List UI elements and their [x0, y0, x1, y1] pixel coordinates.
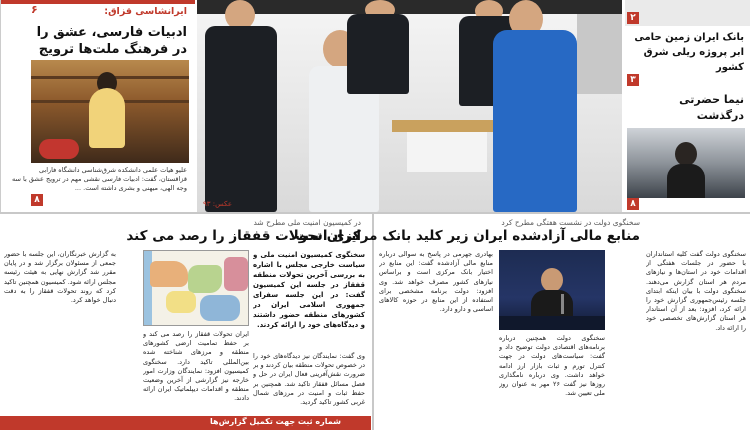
article-body-col: سخنگوی دولت همچنین درباره برنامه‌های اقتصادی دولت توضیح داد و گفت: سیاست‌های دولت در جهت کنترل تورم و ثبات بازار ارز ادامه خواهد داشت. وی درباره نامگذاری روزها نیز گفت ۲۶ مهر به عنوان روز ملی تعیین شد. — [499, 334, 605, 398]
article-headline[interactable]: منابع مالی آزادشده ایران زیر کلید بانک مرکزی است — [295, 228, 640, 244]
article-body-col: ایران تحولات قفقاز را رصد می کند و بر حفظ تمامیت ارضی کشورهای منطقه و مرزهای شناخته شده بین‌المللی تاکید دارد. سخنگوی کمیسیون افزود: نمایندگان وزارت امور خارجه نیز گزارشی از آخرین وضعیت منطقه و اقدامات دیپلماتیک ایران ارائه دادند. — [143, 330, 249, 403]
article-kicker: ایرانشاسی قزاق: — [104, 6, 187, 17]
page-ref-badge: ۸ — [31, 194, 43, 206]
article-kicker: در کمیسیون امنیت ملی مطرح شد — [253, 218, 361, 227]
index-item-bank[interactable]: بانک ایران زمین حامی ابر پروژه ریلی شرق کشور — [634, 32, 744, 73]
article-lead: سخنگوی کمیسیون امنیت ملی و سیاست خارجی مجلس با اشاره به بررسی آخرین تحولات منطقه قفقاز در جلسه این کمیسیون گفت: در این جلسه سفرای جمهوری اسلامی ایران در کشورهای منطقه حضور داشتند و دیدگاه‌های خود را ارائه کردند. — [253, 251, 365, 329]
page-ref-badge: ۳ — [627, 74, 639, 86]
article-body-col: به گزارش خبرنگاران، این جلسه با حضور جمعی از مسئولان برگزار شد و در پایان مقرر شد گزارش نهایی به هیئت رئیسه مجلس ارائه شود. کمیسیون همچنین تاکید کرد که روند تحولات قفقاز را به دقت دنبال خواهد کرد. — [4, 250, 116, 305]
page-ref-badge: ۸ — [627, 198, 639, 210]
main-photo — [197, 0, 622, 212]
page-number: ۶ — [31, 3, 38, 16]
article-kicker: سخنگوی دولت در نشست هفتگی مطرح کرد — [501, 218, 640, 227]
bottom-red-strip: شماره ثبت جهت تکمیل گزارش‌ها — [0, 416, 371, 430]
obituary-photo — [627, 128, 745, 198]
article-body-col: سخنگوی دولت گفت کلیه استانداران با حضور در جلسات هفتگی از اقدامات خود در استان‌ها و نیازهای مردم هر استان گزارش می‌دهند. سخنگوی دولت با بیان اینکه ابتدای جلسه رئیس‌جمهوری گزارش خود را ارائه کرد، افزود: بعد از آن استاندار هر استان گزارش‌های تخصصی خود را ارائه داد. — [646, 250, 746, 332]
index-item-obituary[interactable]: نیما حضرتی درگذشت — [679, 93, 744, 122]
article-photo — [31, 60, 189, 163]
right-index-column — [623, 0, 750, 212]
article-headline[interactable]: ایران تحولات قفقاز را رصد می کند — [126, 228, 361, 244]
article-headline[interactable]: ادبیات فارسی، عشق را در فرهنگ ملت‌ها ترویج — [36, 25, 187, 57]
caucasus-article — [0, 214, 371, 430]
article-body-col: وی گفت: نمایندگان نیز دیدگاه‌های خود را در خصوص تحولات منطقه بیان کردند و بر ضرورت نقش‌آفرینی فعال ایران در حل و فصل مسائل قفقاز تاکید شد. همچنین بر حفظ ثبات و امنیت در مرزهای شمال غربی کشور تاکید گردید. — [253, 352, 365, 407]
spokesman-photo — [499, 250, 605, 330]
photo-caption: علیو هیات علمی دانشکده شرق‌شناسی دانشگاه فارابی قزاقستان، گفت: ادبیات فارسی نقشی مهم در ترویج عشق با سه وجه الهی، میهنی و بشری داشته است. ... — [11, 166, 187, 192]
article-body-col: بهادری جهرمی در پاسخ به سوالی درباره منابع مالی آزادشده گفت: این منابع در اختیار بانک مرکزی است و براساس نیازهای کشور مصرف خواهد شد. وی افزود: دولت برنامه مشخصی برای استفاده از این منابع در حوزه کالاهای اساسی و دارو دارد. — [379, 250, 493, 314]
caucasus-map — [143, 250, 249, 326]
column-divider — [372, 214, 374, 430]
top-thumbnail-strip — [625, 0, 750, 26]
photo-credit: عکس: ۹۳ — [203, 200, 233, 208]
page-ref-badge: ۲ — [627, 12, 639, 24]
left-news-column — [0, 0, 195, 212]
